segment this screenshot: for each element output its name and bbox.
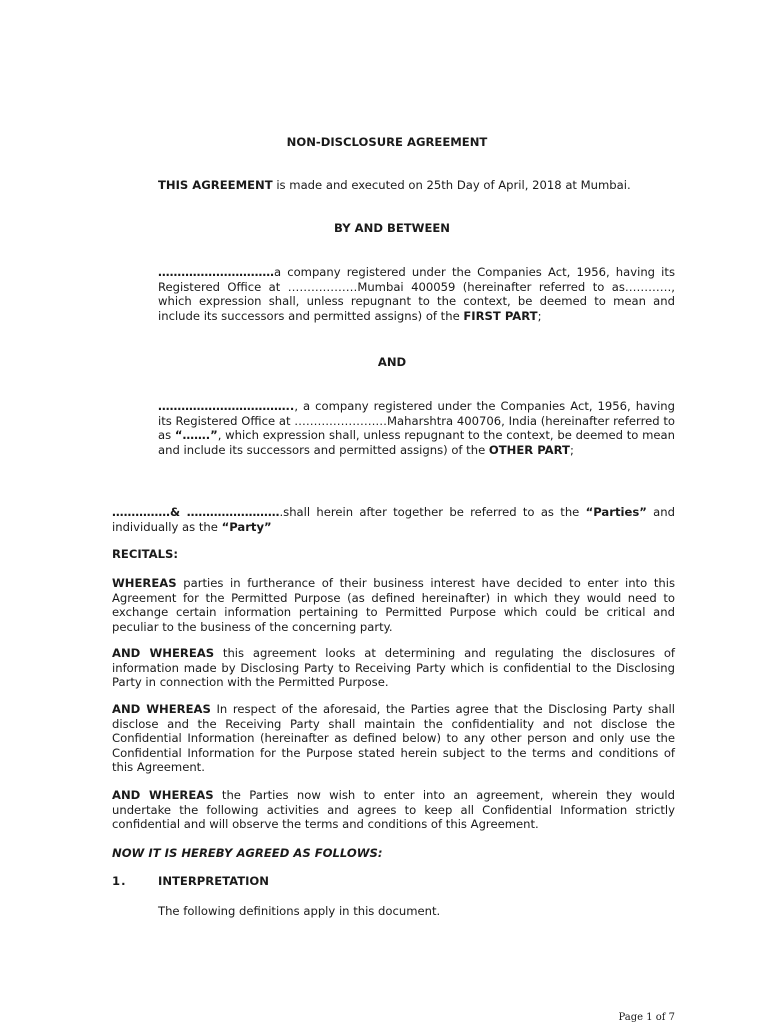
recital-text: the Parties now wish to enter into an agreement, wherein they would undertake the following activities and agrees to keep all Confidential Information strictly confidential and will observe the terms and conditions of this Agreement.	[112, 788, 675, 832]
recital-lead: AND WHEREAS	[112, 702, 211, 716]
page-number: Page 1 of 7	[618, 1012, 675, 1023]
section-number: 1.	[112, 874, 127, 888]
first-party-blank: …………………………	[158, 265, 274, 279]
recital-text: parties in furtherance of their business interest have decided to enter into this Agreement for the Permitted Purpose (as defined hereinafter) in which they would need to exchange certain information pertaining to Permitted Purpose which could be critical and peculiar to the business of the concerning party.	[112, 576, 675, 634]
parties-term: “Parties”	[585, 505, 647, 519]
by-and-between-heading: BY AND BETWEEN	[334, 221, 450, 235]
recital-text: In respect of the aforesaid, the Parties agree that the Disclosing Party shall disclose and the Receiving Party shall maintain the confidentiality and not disclose the Confidential Information (hereinafter as defined below) to any other person and only use the Confidential Information for the Purpose stated herein subject to the terms and conditions of this Agreement.	[112, 702, 675, 775]
other-party-paragraph	[158, 399, 675, 457]
party-term: “Party”	[221, 519, 272, 534]
section-heading	[112, 874, 675, 889]
other-part-label: OTHER PART	[488, 442, 570, 457]
recital-paragraph	[112, 646, 675, 690]
other-party-quote: “…….”	[174, 428, 218, 443]
recital-lead: AND WHEREAS	[112, 788, 214, 802]
first-party-paragraph	[158, 265, 675, 323]
recital-paragraph	[112, 788, 675, 832]
agreed-heading: NOW IT IS HEREBY AGREED AS FOLLOWS:	[112, 846, 383, 860]
section-body: The following definitions apply in this document.	[158, 904, 441, 918]
and-heading: AND	[377, 355, 407, 369]
document-title: NON-DISCLOSURE AGREEMENT	[286, 135, 488, 149]
first-party-text: a company registered under the Companies Act, 1956, having its Registered Office at ………………Mumbai 400059 (hereinafter referred to as…………, which expression shall, unless repugnant to the context, be deemed to mean and include its successors and permitted assigns) of the	[158, 265, 675, 323]
intro-text: is made and executed on 25th Day of April, 2018 at Mumbai.	[272, 178, 631, 192]
recital-paragraph	[112, 576, 675, 634]
parties-blank: ……………& ……………………	[112, 505, 280, 519]
first-party-end: ;	[537, 308, 542, 323]
other-party-blank: ……………………………..	[158, 399, 295, 413]
parties-text1: .shall herein after together be referred to as the	[279, 505, 586, 519]
recital-paragraph	[112, 702, 675, 775]
recital-lead: AND WHEREAS	[112, 646, 215, 660]
other-party-text2: , which expression shall, unless repugnant to the context, be deemed to mean and include its successors and permitted assigns) of the	[158, 428, 675, 457]
first-part-label: FIRST PART	[463, 308, 538, 323]
other-party-text1: , a company registered under the Companies Act, 1956, having its Registered Office at ……………………Maharshtra 400706, India (hereinafter referred to as	[158, 399, 675, 443]
parties-paragraph	[112, 505, 675, 534]
other-party-end: ;	[569, 442, 574, 457]
recital-text: this agreement looks at determining and regulating the disclosures of information made by Disclosing Party to Receiving Party which is confidential to the Disclosing Party in connection with the Permitted Purpose.	[112, 646, 675, 690]
section-title: INTERPRETATION	[158, 874, 269, 888]
recitals-heading: RECITALS:	[112, 547, 179, 561]
intro-line	[158, 178, 688, 193]
intro-lead: THIS AGREEMENT	[158, 178, 273, 192]
recital-lead: WHEREAS	[112, 576, 177, 590]
parties-text2: and individually as the	[112, 505, 675, 534]
